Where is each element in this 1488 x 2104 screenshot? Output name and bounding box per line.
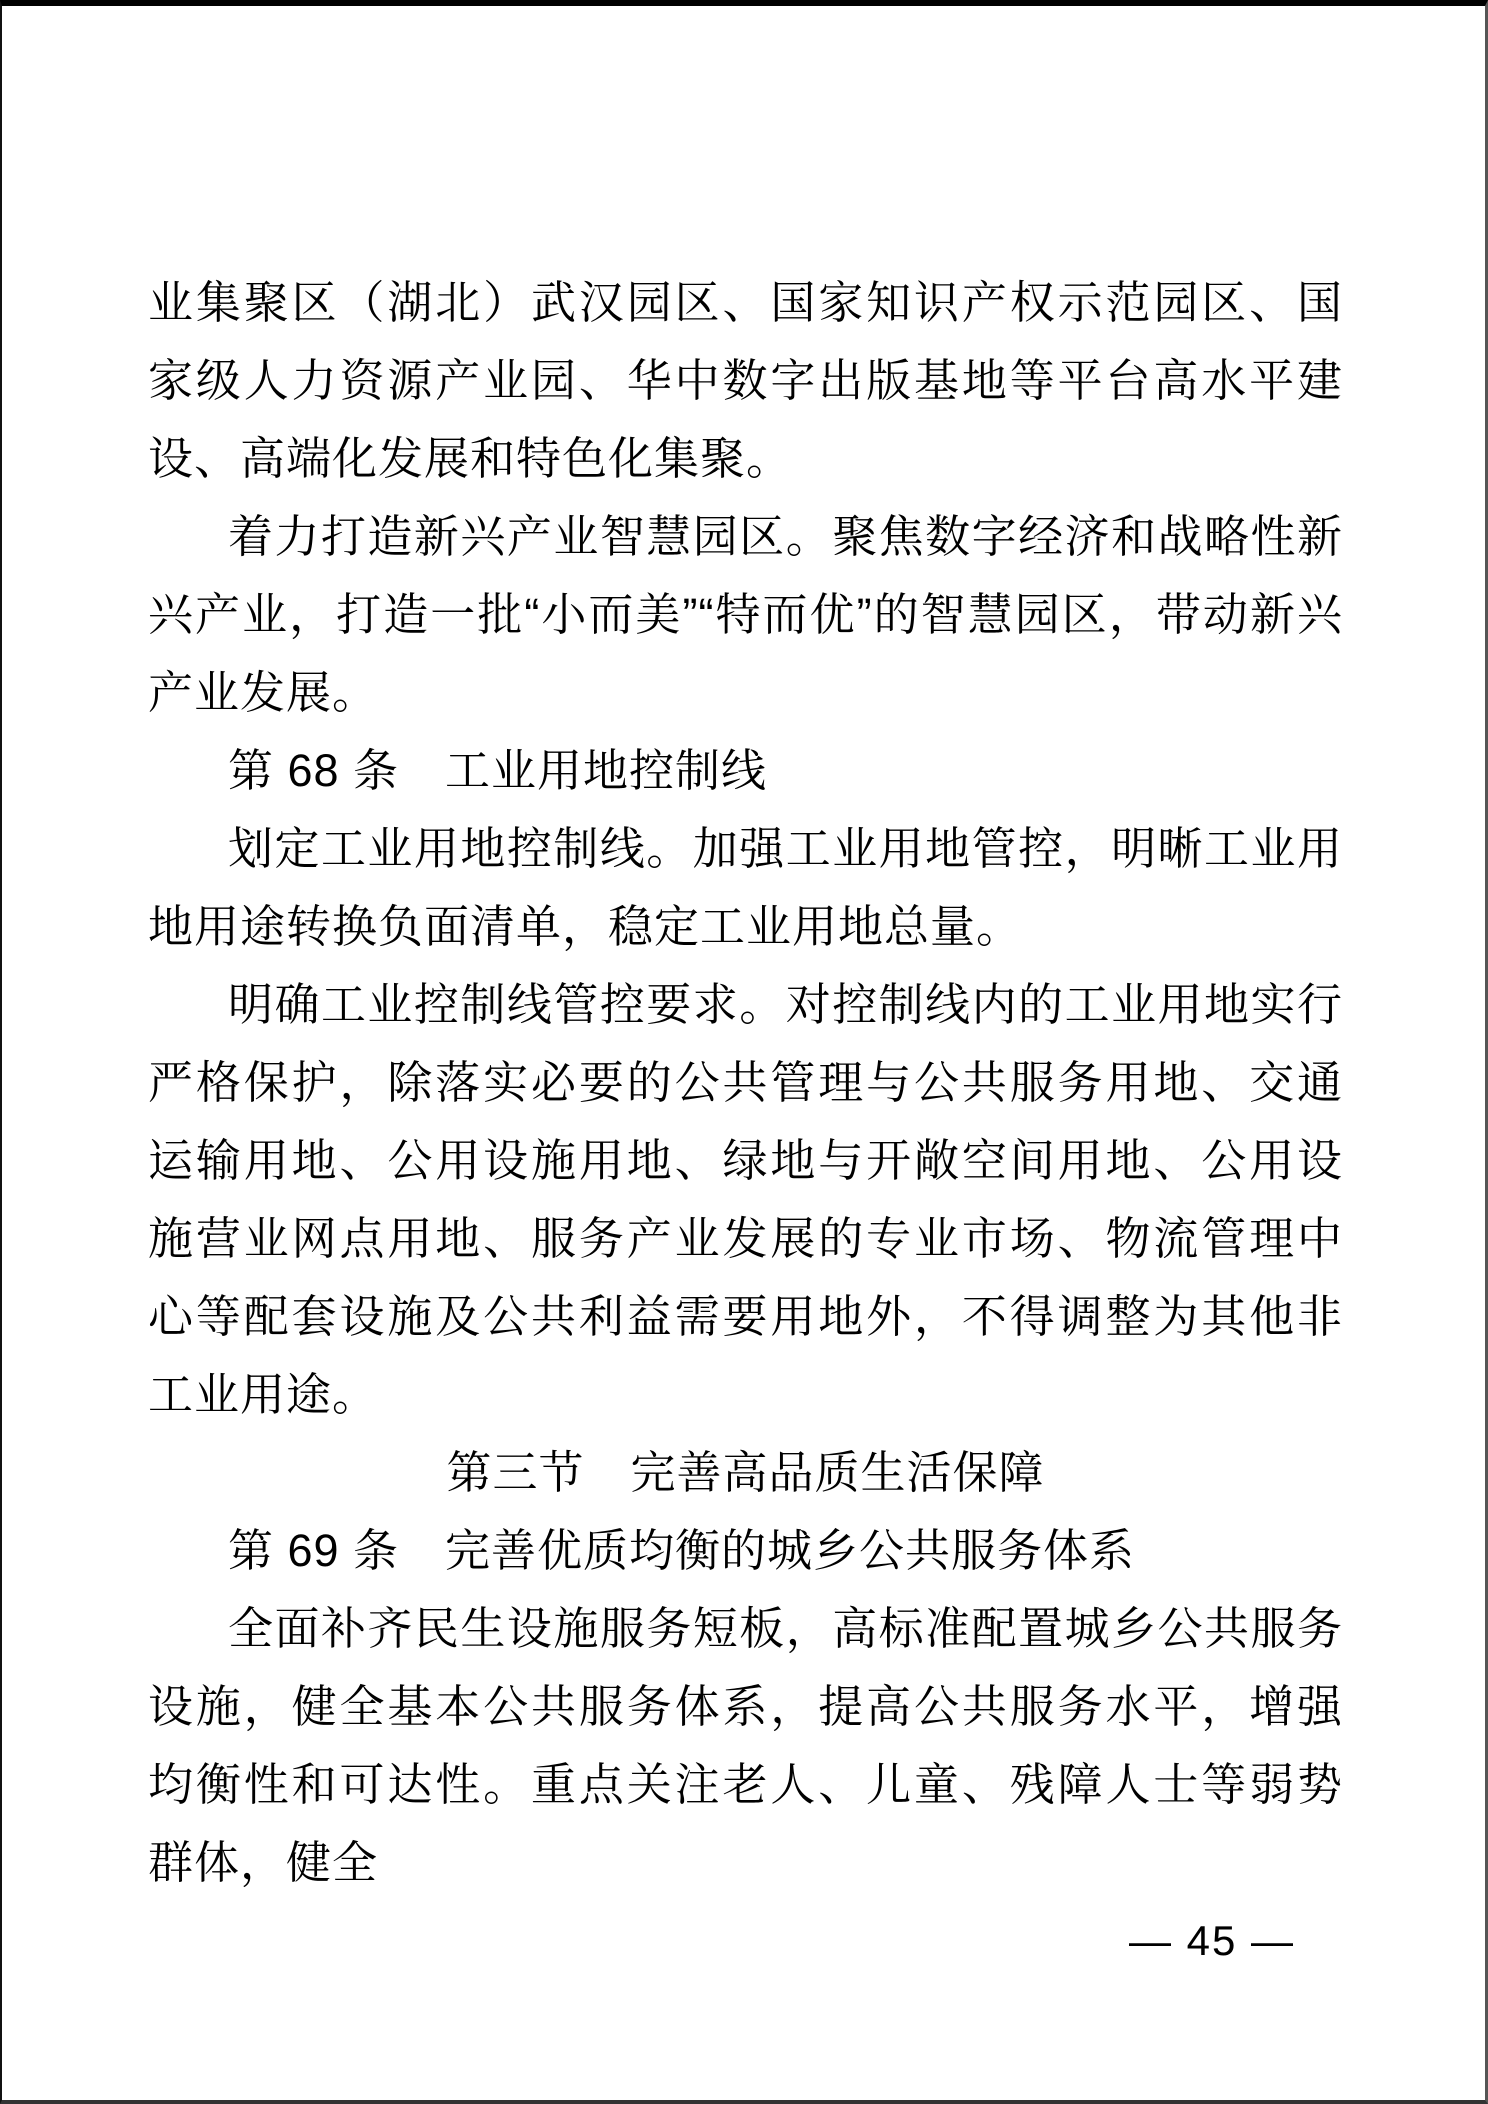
article-heading-68: 第 68 条 工业用地控制线	[228, 745, 768, 796]
article-heading-69: 第 69 条 完善优质均衡的城乡公共服务体系	[228, 1525, 1136, 1576]
paragraph: 明确工业控制线管控要求。对控制线内的工业用地实行严格保护，除落实必要的公共管理与公共服务用地、交通运输用地、公用设施用地、绿地与开敞空间用地、公用设施营业网点用地、服务产业发展的专业市场、物流管理中心等配套设施及公共利益需要用地外，不得调整为其他非工业用途。	[148, 979, 1343, 1420]
paragraph: 划定工业用地控制线。加强工业用地管控，明晰工业用地用途转换负面清单，稳定工业用地总量。	[148, 823, 1343, 952]
section-heading: 第三节 完善高品质生活保障	[446, 1447, 1045, 1498]
page-content	[2, 6, 1485, 1902]
paragraph: 着力打造新兴产业智慧园区。聚焦数字经济和战略性新兴产业，打造一批“小而美”“特而优”的智慧园区，带动新兴产业发展。	[148, 511, 1343, 718]
page-number: — 45 —	[1128, 1917, 1295, 1964]
paragraph-continuation: 业集聚区（湖北）武汉园区、国家知识产权示范园区、国家级人力资源产业园、华中数字出版基地等平台高水平建设、高端化发展和特色化集聚。	[148, 277, 1343, 484]
paragraph: 全面补齐民生设施服务短板，高标准配置城乡公共服务设施，健全基本公共服务体系，提高公共服务水平，增强均衡性和可达性。重点关注老人、儿童、残障人士等弱势群体，健全	[148, 1603, 1343, 1888]
